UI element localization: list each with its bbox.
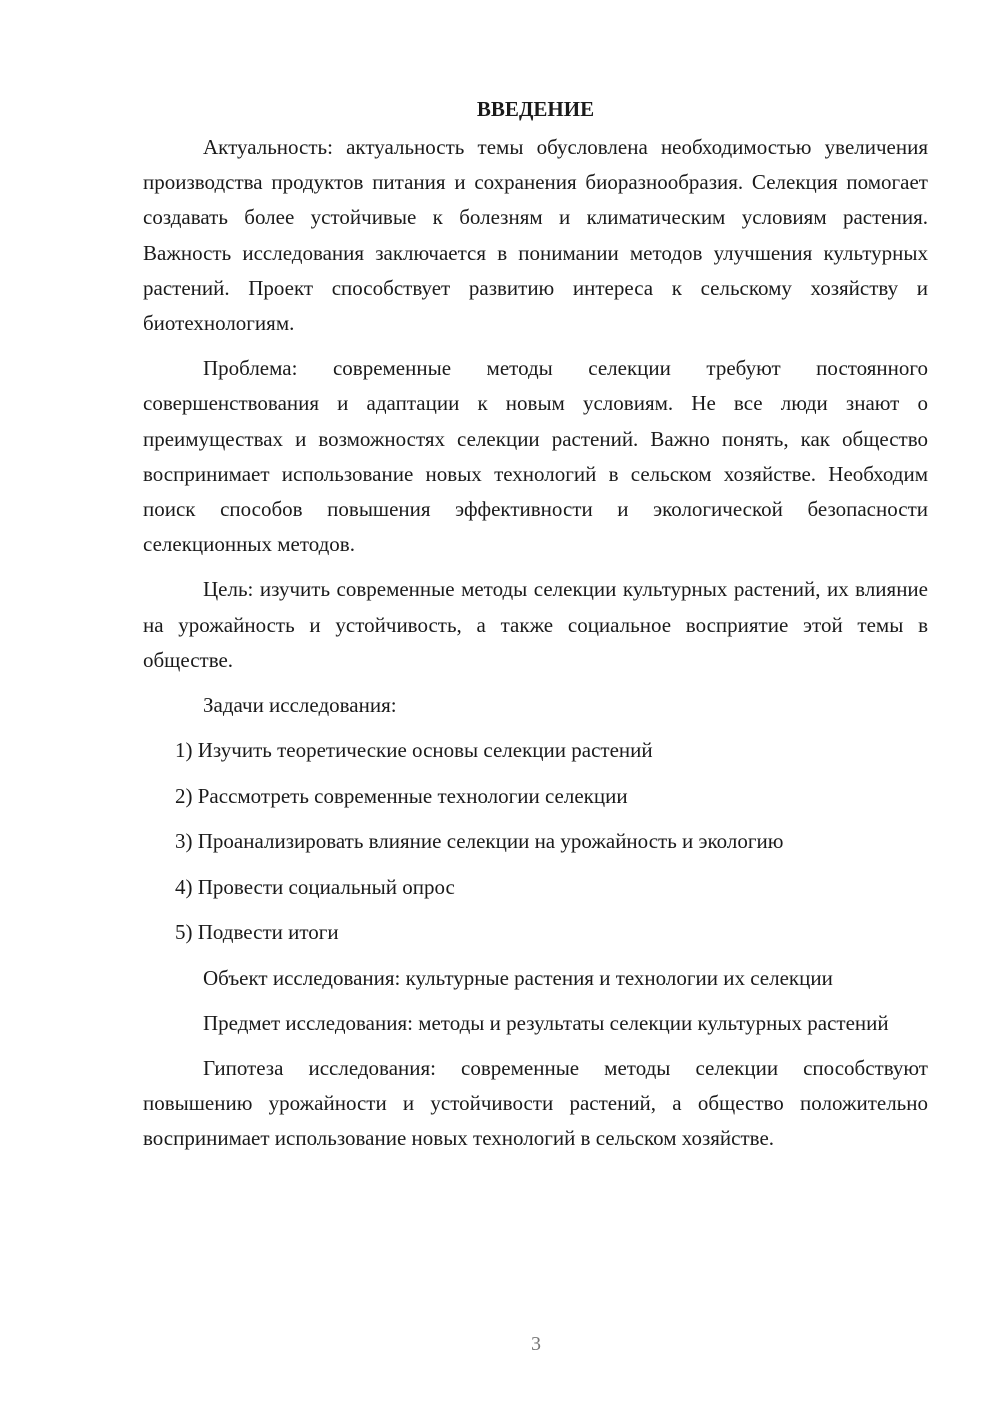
task-item: 3) Проанализировать влияние селекции на урожайность и экологию [175,829,784,854]
relevance-paragraph: Актуальность: актуальность темы обусловлена необходимостью увеличения производства продуктов питания и сохранения биоразнообразия. Селекция помогает создавать более устойчивые к болезням и климатическим условиям растения. Важность исследования заключается в понимании методов улучшения культурных растений. Проект способствует развитию интереса к сельскому хозяйству и биотехнологиям. [143,135,928,336]
section-heading: ВВЕДЕНИЕ [476,97,595,121]
document-page [143,92,928,1167]
goal-paragraph: Цель: изучить современные методы селекции культурных растений, их влияние на урожайность и устойчивость, а также социальное восприятие этой темы в обществе. [143,577,928,672]
page-number: 3 [531,1333,541,1355]
task-item: 4) Провести социальный опрос [175,874,455,899]
problem-paragraph: Проблема: современные методы селекции требуют постоянного совершенствования и адаптации к новым условиям. Не все люди знают о преимуществах и возможностях селекции растений. Важно понять, как общество воспринимает использование новых технологий в сельском хозяйстве. Необходим поиск способов повышения эффективности и экологической безопасности селекционных методов. [143,356,928,557]
subject-paragraph: Предмет исследования: методы и результаты селекции культурных растений [203,1010,889,1035]
tasks-heading: Задачи исследования: [203,693,397,718]
hypothesis-paragraph: Гипотеза исследования: современные методы селекции способствуют повышению урожайности и устойчивости растений, а общество положительно воспринимает использование новых технологий в сельском хозяйстве. [143,1055,928,1151]
task-item: 5) Подвести итоги [175,920,339,945]
tasks-list [143,733,928,950]
task-item: 2) Рассмотреть современные технологии селекции [175,783,628,808]
task-item: 1) Изучить теоретические основы селекции растений [175,738,653,763]
object-paragraph: Объект исследования: культурные растения и технологии их селекции [203,965,833,990]
